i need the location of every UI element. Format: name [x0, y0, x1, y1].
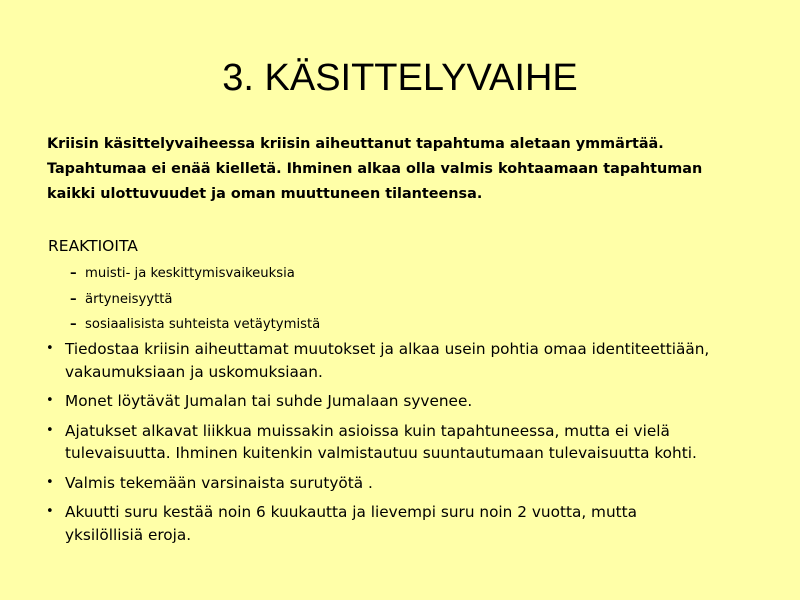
reaction-text: sosiaalisista suhteista vetäytymistä	[85, 317, 321, 332]
bullet-line: vakaumuksiaan ja uskomuksiaan.	[65, 362, 323, 381]
reaction-item	[70, 287, 320, 313]
dash-icon: –	[70, 266, 77, 281]
bullet-icon: •	[46, 474, 54, 490]
bullet-line: Valmis tekemään varsinaista surutyötä .	[65, 473, 373, 492]
intro-line: Tapahtumaa ei enää kielletä. Ihminen alkaa olla valmis kohtaamaan tapahtuman	[47, 161, 703, 177]
bullet-line: Akuutti suru kestää noin 6 kuukautta ja lievempi suru noin 2 vuotta, mutta	[65, 503, 638, 521]
reaction-text: muisti- ja keskittymisvaikeuksia	[85, 266, 295, 281]
intro-paragraph	[47, 132, 767, 207]
bullet-icon: •	[46, 393, 54, 408]
bullet-line: Tiedostaa kriisin aiheuttamat muutokset ja alkaa usein pohtia omaa identiteettiään,	[65, 340, 710, 358]
bullet-list	[46, 338, 766, 553]
bullet-icon: •	[46, 504, 54, 519]
intro-line: kaikki ulottuvuudet ja oman muuttuneen tilanteensa.	[47, 186, 483, 202]
dash-icon: –	[70, 317, 77, 332]
slide-title: 3. KÄSITTELYVAIHE	[222, 57, 578, 99]
bullet-icon: •	[46, 422, 54, 438]
bullet-icon: •	[46, 341, 54, 356]
bullet-item	[46, 390, 766, 413]
bullet-line: Ajatukset alkavat liikkua muissakin asioissa kuin tapahtuneessa, mutta ei vielä	[65, 421, 670, 440]
bullet-line: yksilöllisiä eroja.	[65, 525, 192, 544]
reactions-heading: REAKTIOITA	[48, 237, 138, 255]
intro-line: Kriisin käsittelyvaiheessa kriisin aiheuttanut tapahtuma aletaan ymmärtää.	[47, 136, 664, 152]
bullet-item	[46, 420, 766, 465]
bullet-item	[46, 472, 766, 495]
reaction-item	[70, 312, 320, 338]
reactions-list	[70, 261, 320, 338]
reaction-item	[70, 261, 320, 287]
bullet-line: tulevaisuutta. Ihminen kuitenkin valmistautuu suuntautumaan tulevaisuutta kohti.	[65, 444, 697, 462]
bullet-item	[46, 338, 766, 383]
bullet-line: Monet löytävät Jumalan tai suhde Jumalaan syvenee.	[65, 392, 473, 410]
bullet-item	[46, 501, 766, 546]
reaction-text: ärtyneisyyttä	[85, 291, 173, 307]
dash-icon: –	[70, 291, 77, 307]
